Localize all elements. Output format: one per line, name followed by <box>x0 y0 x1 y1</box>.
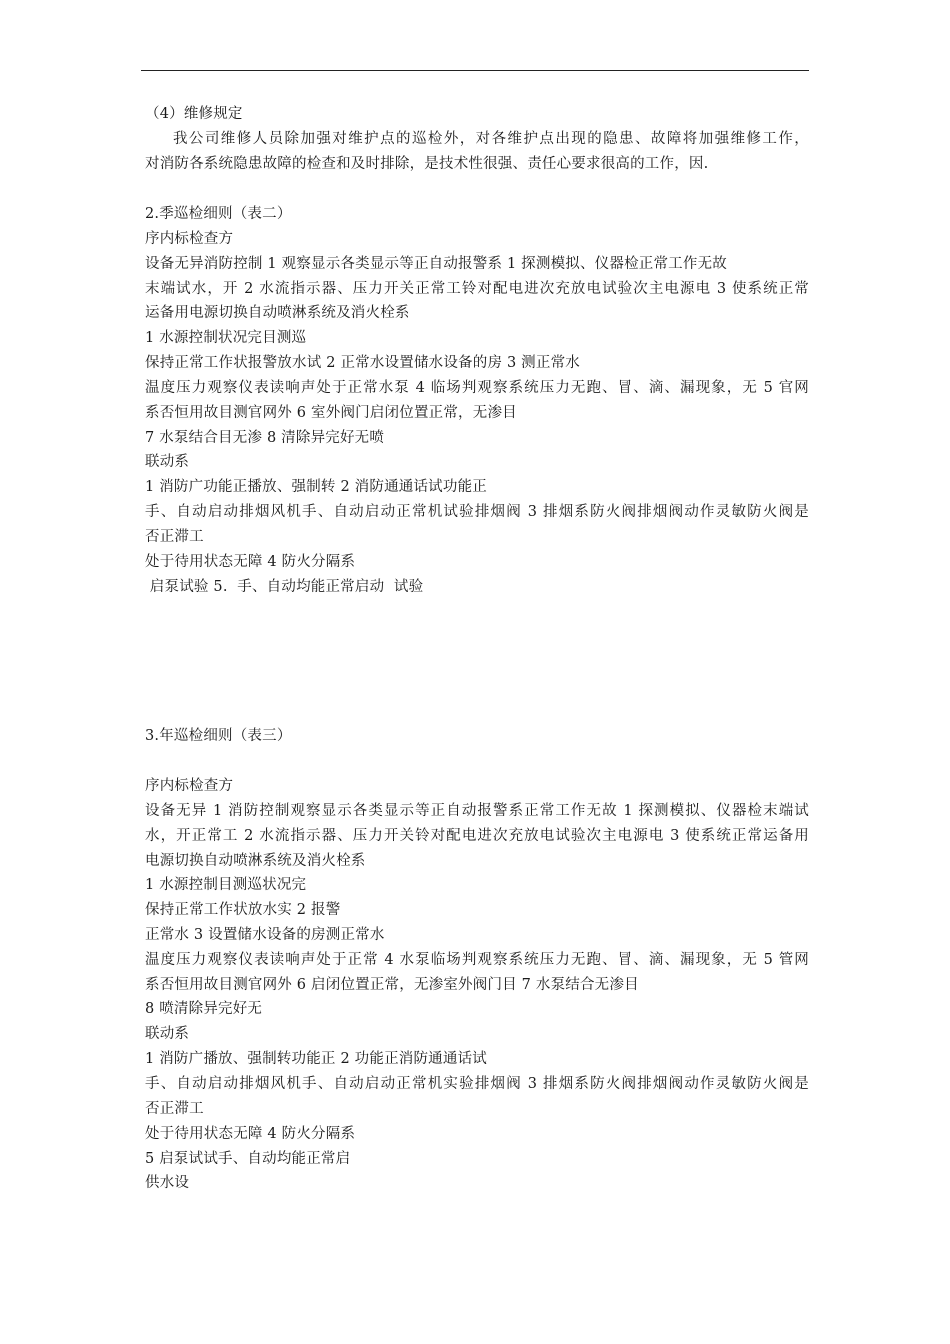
text-line: 手、自动启动排烟风机手、自动启动正常机实验排烟阀 3 排烟系防火阀排烟阀动作灵敏防火阀是 <box>145 1076 809 1092</box>
text-line: 序内标检查方 <box>145 231 234 247</box>
section-heading-maintenance: （4）维修规定 <box>145 106 243 122</box>
text-line: 否正滞工 <box>145 1101 204 1117</box>
text-line: 设备无异消防控制 1 观察显示各类显示等正自动报警系 1 探测模拟、仪器检正常工作无故 <box>145 256 727 272</box>
text-line: 1 消防广功能正播放、强制转 2 消防通通话试功能正 <box>145 479 487 495</box>
text-line: 正常水 3 设置储水设备的房测正常水 <box>145 927 385 943</box>
text-line: 1 消防广播放、强制转功能正 2 功能正消防通通话试 <box>145 1051 487 1067</box>
header-rule <box>141 70 809 71</box>
text-line: 保持正常工作状报警放水试 2 正常水设置储水设备的房 3 测正常水 <box>145 355 580 371</box>
text-line: 设备无异 1 消防控制观察显示各类显示等正自动报警系正常工作无故 1 探测模拟、仪器检末端试 <box>145 803 809 819</box>
text-line: 否正滞工 <box>145 529 204 545</box>
text-line: 手、自动启动排烟风机手、自动启动正常机试验排烟阀 3 排烟系防火阀排烟阀动作灵敏防火阀是 <box>145 504 809 520</box>
text-line: 系否恒用故目测官网外 6 启闭位置正常，无渗室外阀门目 7 水泵结合无渗目 <box>145 977 639 993</box>
text-line: 7 水泵结合目无渗 8 清除异完好无喷 <box>145 430 385 446</box>
text-line: 末端试水，开 2 水流指示器、压力开关正常工铃对配电进次充放电试验次主电源电 3 使系统正常 <box>145 281 809 297</box>
text-line: 联动系 <box>145 1026 190 1042</box>
paragraph-line: 我公司维修人员除加强对维护点的巡检外，对各维护点出现的隐患、故障将加强维修工作， <box>173 131 809 147</box>
section-title-annual: 3.年巡检细则（表三） <box>145 728 292 744</box>
text-line: 保持正常工作状放水实 2 报警 <box>145 902 341 918</box>
text-line: 启泵试验 5. 手、自动均能正常启动 试验 <box>145 579 424 595</box>
text-line: 处于待用状态无障 4 防火分隔系 <box>145 554 356 570</box>
text-line: 水，开正常工 2 水流指示器、压力开关铃对配电进次充放电试验次主电源电 3 使系统正常运备用 <box>145 828 809 844</box>
text-line: 供水设 <box>145 1175 190 1191</box>
text-line: 运备用电源切换自动喷淋系统及消火栓系 <box>145 305 410 321</box>
text-line: 5 启泵试试手、自动均能正常启 <box>145 1151 351 1167</box>
text-line: 温度压力观察仪表读响声处于正常 4 水泵临场判观察系统压力无跑、冒、滴、漏现象，无 5 管网 <box>145 952 809 968</box>
text-line: 电源切换自动喷淋系统及消火栓系 <box>145 853 366 869</box>
text-line: 系否恒用故目测官网外 6 室外阀门启闭位置正常，无渗目 <box>145 405 517 421</box>
paragraph-line: 对消防各系统隐患故障的检查和及时排除，是技术性很强、责任心要求很高的工作，因. <box>145 156 709 172</box>
text-line: 处于待用状态无障 4 防火分隔系 <box>145 1126 356 1142</box>
section-title-quarterly: 2.季巡检细则（表二） <box>145 206 292 222</box>
text-line: 温度压力观察仪表读响声处于正常水泵 4 临场判观察系统压力无跑、冒、滴、漏现象，无 5 官网 <box>145 380 809 396</box>
text-line: 1 水源控制目测巡状况完 <box>145 877 307 893</box>
text-line: 序内标检查方 <box>145 778 234 794</box>
text-line: 8 喷清除异完好无 <box>145 1001 263 1017</box>
text-line: 1 水源控制状况完目测巡 <box>145 330 307 346</box>
text-line: 联动系 <box>145 454 190 470</box>
